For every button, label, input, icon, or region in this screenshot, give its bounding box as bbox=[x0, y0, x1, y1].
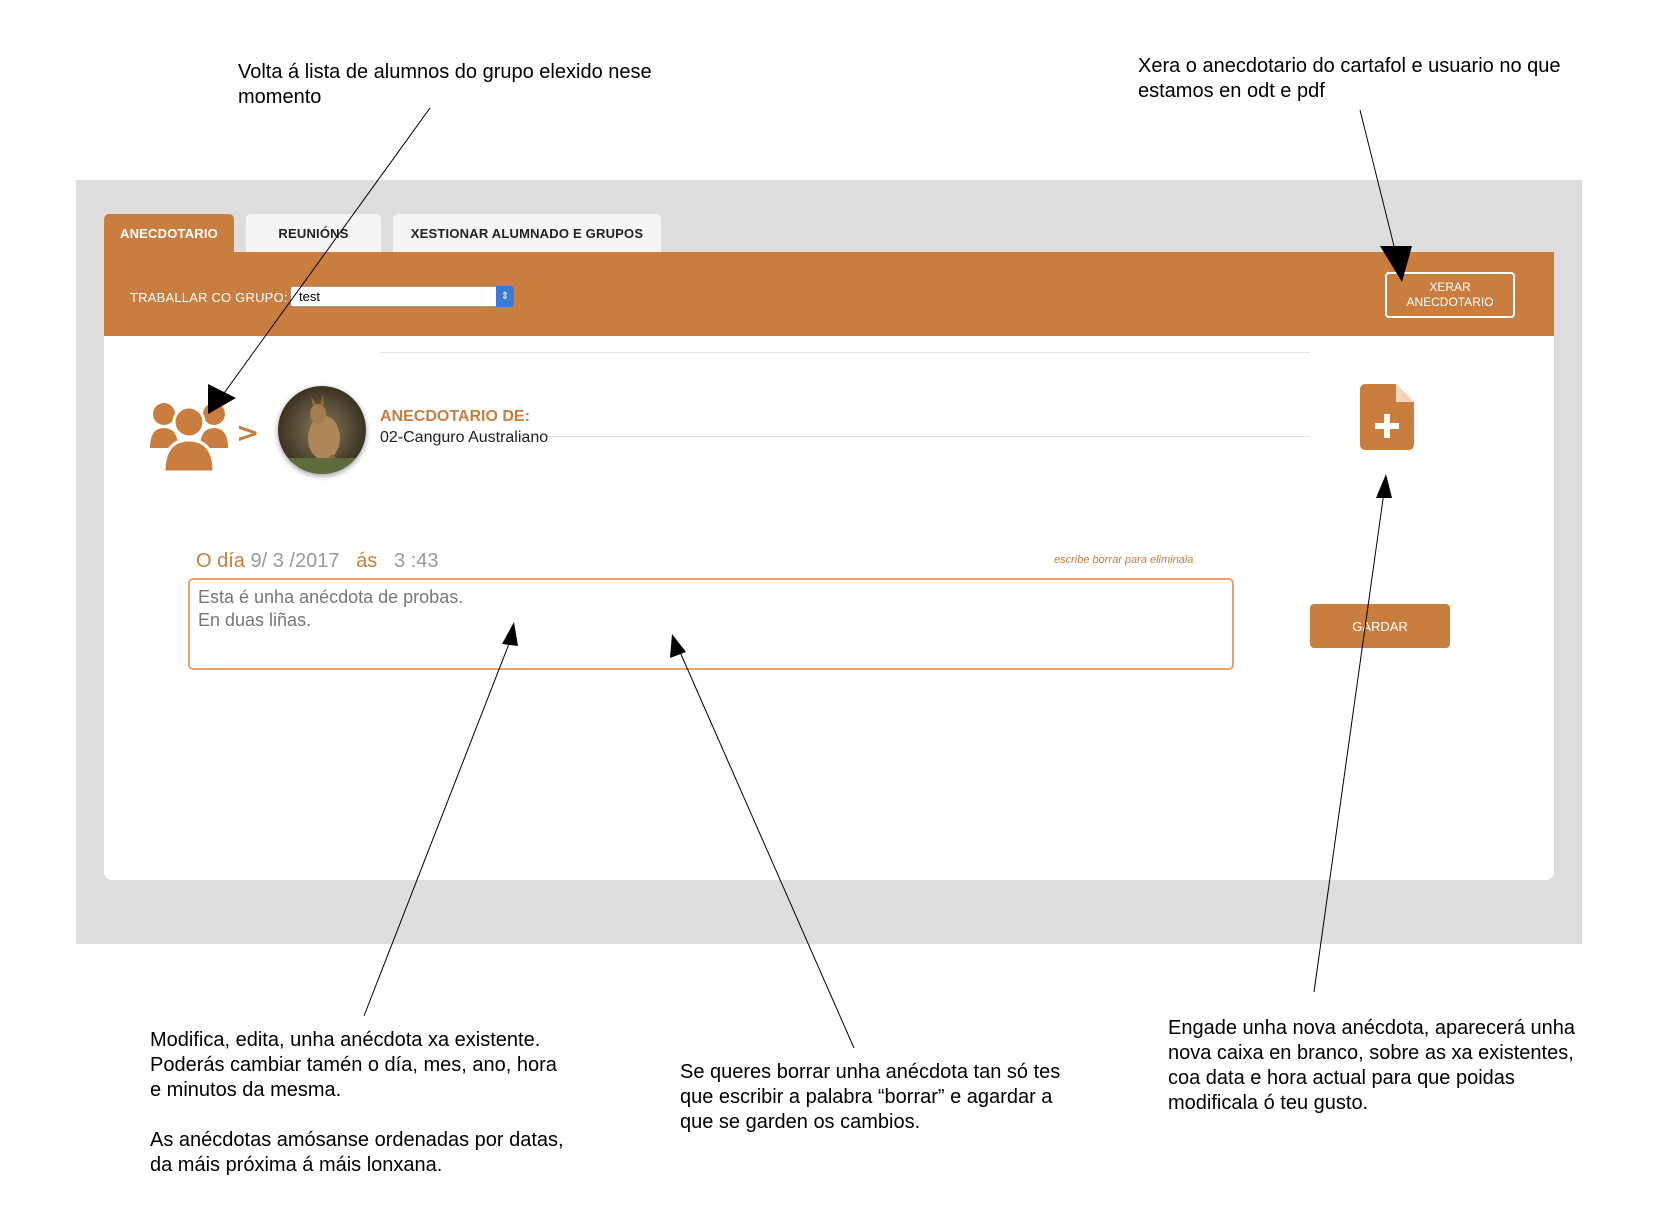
toolbar bbox=[104, 252, 1554, 336]
student-name: 02-Canguro Australiano bbox=[380, 429, 549, 446]
annotation-text: Se queres borrar unha anécdota tan só tes que escribir a palabra “borrar” e agardar a que se garden os cambios. bbox=[680, 1061, 1061, 1133]
group-select-value: test bbox=[299, 289, 320, 304]
select-arrows-icon: ⇕ bbox=[496, 286, 514, 307]
main-content bbox=[104, 336, 1554, 880]
tab-xestionar-alumnado[interactable]: XESTIONAR ALUMNADO E GRUPOS bbox=[393, 214, 661, 252]
annotation-edit bbox=[150, 1028, 570, 1178]
date-prefix: O día bbox=[196, 550, 245, 572]
time-prefix: ás bbox=[356, 550, 378, 572]
delete-hint: escribe borrar para eliminala bbox=[1054, 554, 1194, 566]
annotation-delete bbox=[680, 1060, 1080, 1135]
anecdotario-heading: ANECDOTARIO DE: bbox=[380, 408, 530, 425]
group-icon[interactable] bbox=[148, 392, 230, 472]
group-select-label: TRABALLAR CO GRUPO: bbox=[130, 290, 288, 305]
divider bbox=[380, 352, 1310, 353]
minute-input[interactable]: 43 bbox=[416, 550, 439, 572]
annotation-text: Xera o anecdotario do cartafol e usuario no que estamos en odt e pdf bbox=[1138, 55, 1561, 102]
month-input[interactable]: 3 bbox=[272, 550, 284, 572]
annotation-text: Volta á lista de alumnos do grupo elexido nese momento bbox=[238, 61, 652, 108]
year-input[interactable]: 2017 bbox=[294, 550, 340, 572]
save-button[interactable]: GARDAR bbox=[1310, 604, 1450, 648]
group-select[interactable] bbox=[290, 286, 514, 307]
new-document-icon[interactable] bbox=[1360, 384, 1414, 450]
annotation-text: As anécdotas amósanse ordenadas por datas, da máis próxima á máis lonxana. bbox=[150, 1129, 564, 1176]
anecdote-textarea[interactable]: Esta é unha anécdota de probas. En duas liñas. bbox=[188, 578, 1234, 670]
day-input[interactable]: 9 bbox=[250, 550, 262, 572]
hour-input[interactable]: 3 bbox=[393, 550, 406, 572]
annotation-text: Engade unha nova anécdota, aparecerá unha nova caixa en branco, sobre as xa existentes, coa data e hora actual para que poidas modificala ó teu gusto. bbox=[1168, 1017, 1576, 1114]
annotation-back-to-list bbox=[238, 60, 678, 110]
tab-anecdotario[interactable]: ANECDOTARIO bbox=[104, 214, 234, 252]
generate-anecdotario-button[interactable] bbox=[1385, 272, 1515, 318]
avatar bbox=[278, 386, 366, 474]
tab-reunions[interactable]: REUNIÓNS bbox=[246, 214, 381, 252]
annotation-generate bbox=[1138, 54, 1578, 104]
chevron-right-icon: > bbox=[236, 416, 260, 449]
annotation-text: Modifica, edita, unha anécdota xa existente. Poderás cambiar tamén o día, mes, ano, hora e minutos da mesma. bbox=[150, 1029, 557, 1101]
tab-bar bbox=[104, 214, 673, 252]
anecdote-date: O día 9 / 3 / 2017 ás 3 : 43 bbox=[196, 550, 439, 572]
generate-button-label-line2: ANECDOTARIO bbox=[1406, 295, 1494, 309]
generate-button-label-line1: XERAR bbox=[1429, 280, 1471, 294]
annotation-add bbox=[1168, 1016, 1578, 1116]
